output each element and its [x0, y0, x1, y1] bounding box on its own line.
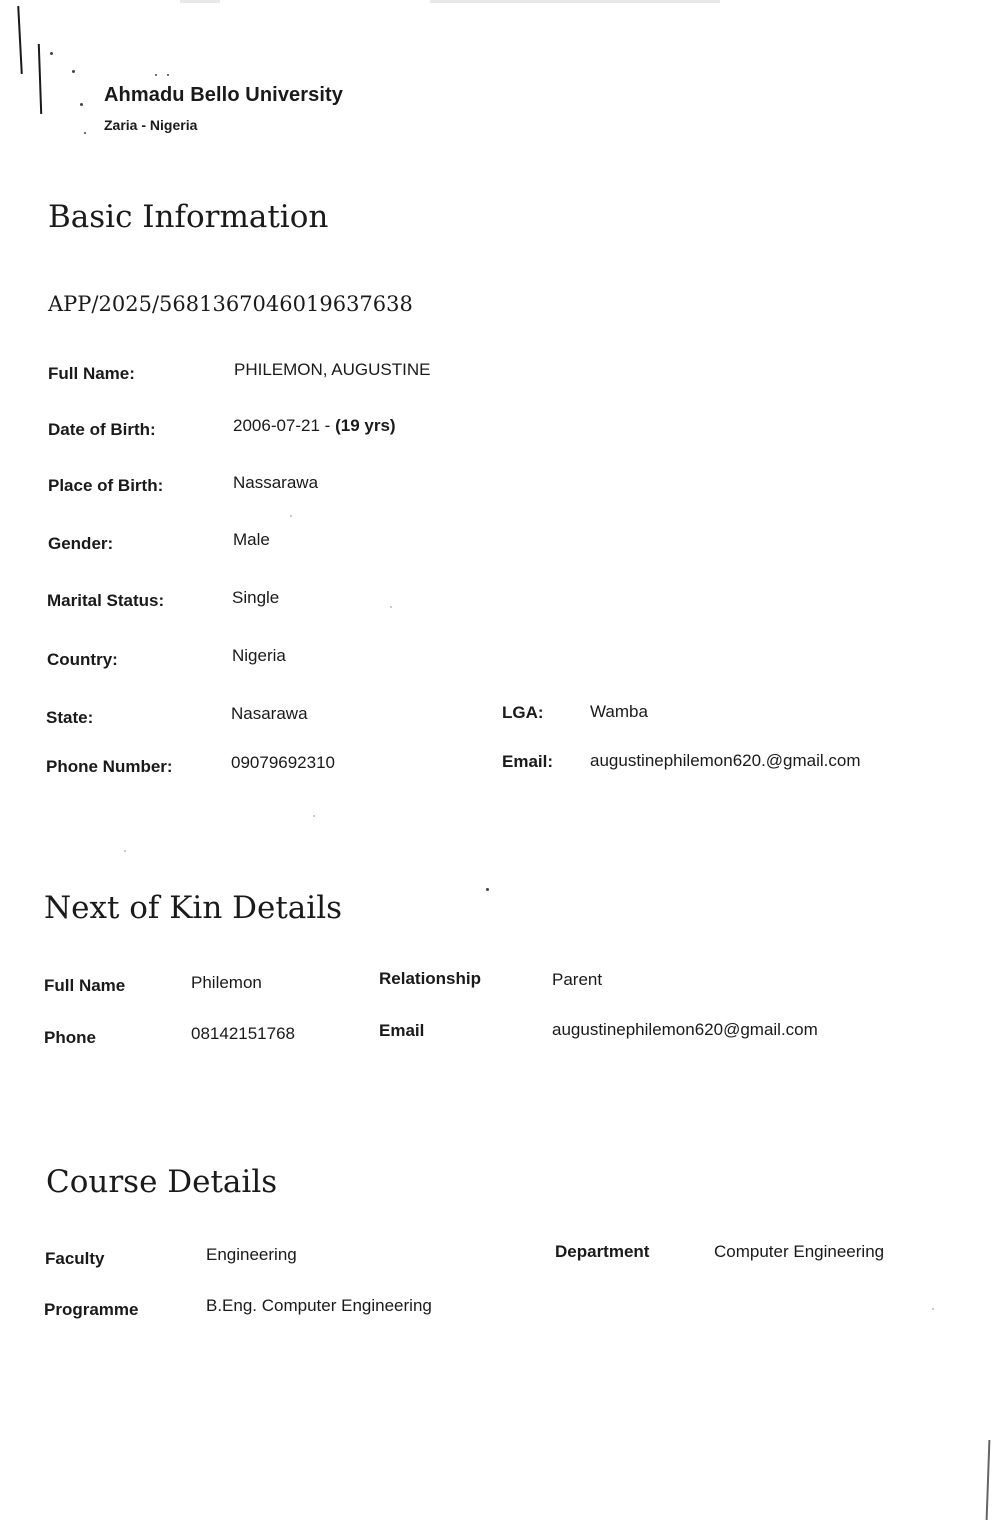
gender-value: Male	[233, 530, 270, 549]
scan-mark	[17, 6, 23, 74]
dob-age: (19 yrs)	[335, 416, 396, 435]
department-label: Department	[555, 1242, 650, 1261]
basic-info-title: Basic Information	[48, 199, 329, 235]
nok-phone-label: Phone	[44, 1028, 96, 1047]
university-name: Ahmadu Bello University	[104, 84, 344, 106]
state-label: State:	[46, 708, 94, 727]
nok-full-name-label: Full Name	[44, 976, 126, 995]
gender-label: Gender:	[48, 534, 114, 553]
scan-speck	[932, 1308, 934, 1310]
scan-smudge	[430, 0, 720, 3]
place-of-birth-value: Nassarawa	[233, 473, 319, 492]
full-name-value: PHILEMON, AUGUSTINE	[234, 360, 431, 379]
email-value: augustinephilemon620.@gmail.com	[590, 751, 861, 770]
scan-speck	[167, 74, 169, 76]
scan-speck	[390, 606, 392, 608]
nok-relationship-label: Relationship	[379, 969, 482, 988]
lga-label: LGA:	[502, 703, 544, 722]
programme-label: Programme	[44, 1300, 139, 1319]
scan-smudge	[180, 0, 220, 3]
scan-speck	[313, 815, 315, 817]
scan-mark	[38, 44, 42, 114]
nok-phone-value: 08142151768	[191, 1024, 296, 1043]
dob-date: 2006-07-21 -	[233, 416, 336, 435]
scan-speck	[155, 74, 157, 76]
state-value: Nasarawa	[231, 704, 308, 723]
lga-value: Wamba	[590, 702, 648, 721]
university-location: Zaria - Nigeria	[104, 117, 198, 133]
marital-status-label: Marital Status:	[47, 591, 165, 610]
country-value: Nigeria	[232, 646, 286, 665]
scan-speck	[80, 103, 83, 106]
country-label: Country:	[47, 650, 118, 669]
marital-status-value: Single	[232, 588, 280, 607]
scan-speck	[72, 70, 75, 73]
next-of-kin-title: Next of Kin Details	[44, 890, 343, 926]
programme-value: B.Eng. Computer Engineering	[206, 1296, 432, 1315]
course-details-title: Course Details	[46, 1164, 278, 1200]
scan-speck	[290, 515, 292, 517]
email-label: Email:	[502, 752, 554, 771]
place-of-birth-label: Place of Birth:	[48, 476, 164, 495]
dob-value	[233, 416, 396, 436]
phone-number-value: 09079692310	[231, 753, 336, 772]
scan-speck	[50, 52, 53, 55]
department-value: Computer Engineering	[714, 1242, 885, 1261]
scan-speck	[124, 850, 126, 852]
nok-full-name-value: Philemon	[191, 973, 262, 992]
faculty-label: Faculty	[45, 1249, 105, 1268]
faculty-value: Engineering	[206, 1245, 297, 1264]
scan-speck	[486, 888, 489, 891]
nok-email-value: augustinephilemon620@gmail.com	[552, 1020, 818, 1039]
scan-speck	[84, 132, 86, 134]
application-id: APP/2025/5681367046019637638	[48, 292, 413, 316]
phone-number-label: Phone Number:	[46, 757, 173, 776]
nok-email-label: Email	[379, 1021, 425, 1040]
nok-relationship-value: Parent	[552, 970, 603, 989]
full-name-label: Full Name:	[48, 364, 135, 383]
dob-label: Date of Birth:	[48, 420, 156, 439]
scan-mark	[986, 1440, 991, 1520]
